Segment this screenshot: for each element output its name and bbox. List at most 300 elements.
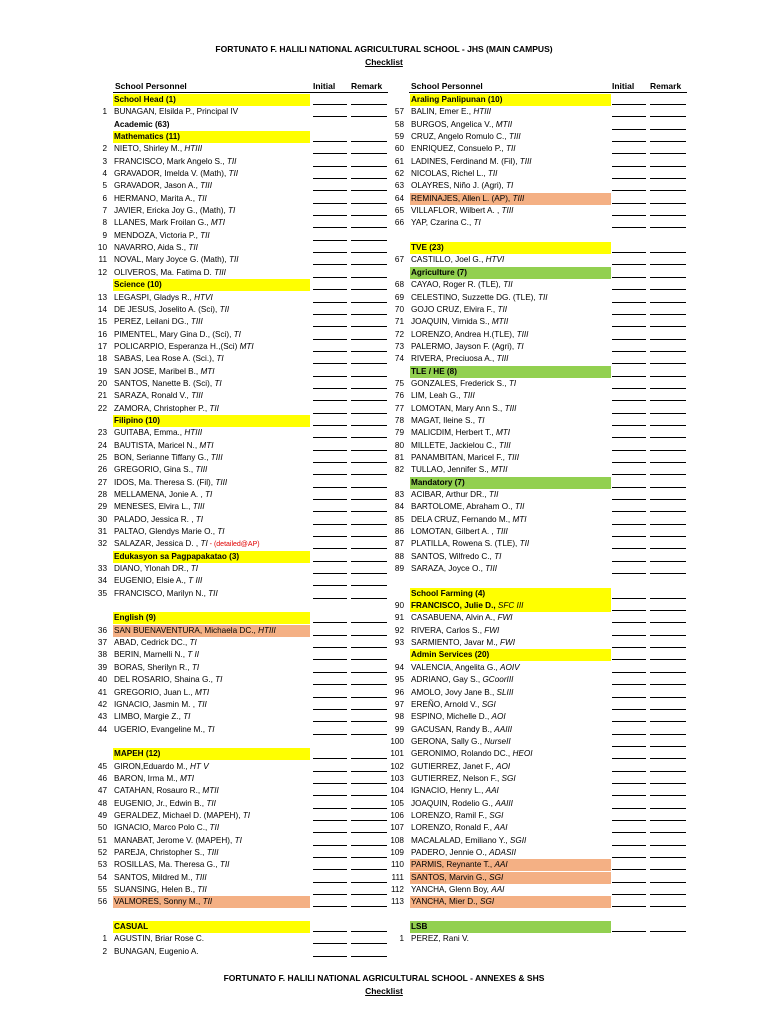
initial-line[interactable]	[313, 437, 347, 438]
initial-line[interactable]	[612, 906, 646, 907]
initial-line[interactable]	[612, 684, 646, 685]
remark-line[interactable]	[650, 697, 686, 698]
remark-line[interactable]	[650, 104, 686, 105]
initial-line[interactable]	[313, 931, 347, 932]
initial-line[interactable]	[612, 326, 646, 327]
remark-line[interactable]	[650, 450, 686, 451]
name-text: BAUTISTA, Maricel N.,	[114, 440, 200, 450]
initial-line[interactable]	[313, 277, 347, 278]
initial-line[interactable]	[612, 462, 646, 463]
initial-line[interactable]	[313, 499, 347, 500]
remark-line[interactable]	[650, 499, 686, 500]
initial-line[interactable]	[612, 524, 646, 525]
initial-line[interactable]	[313, 709, 347, 710]
personnel-name	[410, 440, 511, 452]
remark-line[interactable]	[650, 659, 686, 660]
remark-line[interactable]	[650, 351, 686, 352]
initial-line[interactable]	[313, 178, 347, 179]
remark-line[interactable]	[650, 845, 686, 846]
remark-line[interactable]	[351, 166, 387, 167]
remark-line[interactable]	[650, 203, 686, 204]
remark-line[interactable]	[650, 882, 686, 883]
initial-line[interactable]	[612, 388, 646, 389]
initial-line[interactable]	[313, 363, 347, 364]
initial-line[interactable]	[612, 845, 646, 846]
rank-text: TII	[208, 588, 218, 598]
remark-line[interactable]	[351, 697, 387, 698]
initial-line[interactable]	[313, 894, 347, 895]
initial-line[interactable]	[313, 561, 347, 562]
initial-line[interactable]	[313, 734, 347, 735]
initial-line[interactable]	[612, 302, 646, 303]
remark-line[interactable]	[650, 771, 686, 772]
remark-line[interactable]	[351, 956, 387, 957]
personnel-row	[386, 810, 688, 822]
remark-line[interactable]	[650, 129, 686, 130]
personnel-name	[113, 946, 199, 958]
remark-line[interactable]	[650, 116, 686, 117]
remark-line[interactable]	[351, 659, 387, 660]
remark-line[interactable]	[351, 141, 387, 142]
rank-text: AAI	[491, 885, 505, 894]
remark-line[interactable]	[351, 561, 387, 562]
initial-line[interactable]	[313, 116, 347, 117]
remark-line[interactable]	[650, 931, 686, 932]
initial-line[interactable]	[313, 524, 347, 525]
remark-line[interactable]	[650, 573, 686, 574]
initial-line[interactable]	[612, 808, 646, 809]
row-number: 11	[98, 255, 107, 265]
remark-line[interactable]	[650, 622, 686, 623]
remark-line[interactable]	[351, 413, 387, 414]
initial-line[interactable]	[313, 771, 347, 772]
remark-line[interactable]	[351, 869, 387, 870]
remark-line[interactable]	[351, 277, 387, 278]
remark-line[interactable]	[351, 499, 387, 500]
remark-line[interactable]	[650, 487, 686, 488]
remark-line[interactable]	[351, 351, 387, 352]
initial-line[interactable]	[313, 190, 347, 191]
initial-line[interactable]	[612, 363, 646, 364]
remark-line[interactable]	[351, 795, 387, 796]
initial-line[interactable]	[313, 832, 347, 833]
remark-line[interactable]	[351, 388, 387, 389]
initial-line[interactable]	[313, 808, 347, 809]
name-text: FRANCISCO, Julie D.,	[411, 601, 498, 611]
initial-line[interactable]	[313, 462, 347, 463]
row-number: 61	[394, 156, 404, 166]
row-number: 72	[394, 329, 404, 339]
personnel-name	[113, 785, 219, 797]
row-number: 84	[394, 502, 404, 512]
row-number: 101	[390, 749, 404, 759]
remark-line[interactable]	[650, 400, 686, 401]
remark-line[interactable]	[650, 425, 686, 426]
initial-line[interactable]	[313, 264, 347, 265]
remark-line[interactable]	[351, 857, 387, 858]
remark-line[interactable]	[650, 820, 686, 821]
remark-line[interactable]	[351, 376, 387, 377]
initial-line[interactable]	[612, 548, 646, 549]
remark-line[interactable]	[650, 289, 686, 290]
initial-line[interactable]	[612, 178, 646, 179]
initial-line[interactable]	[612, 536, 646, 537]
remark-line[interactable]	[351, 882, 387, 883]
initial-line[interactable]	[612, 882, 646, 883]
personnel-row	[89, 143, 389, 155]
initial-line[interactable]	[612, 598, 646, 599]
remark-line[interactable]	[650, 758, 686, 759]
remark-line[interactable]	[351, 622, 387, 623]
initial-line[interactable]	[313, 845, 347, 846]
initial-line[interactable]	[612, 635, 646, 636]
remark-line[interactable]	[351, 178, 387, 179]
remark-line[interactable]	[351, 363, 387, 364]
initial-line[interactable]	[313, 474, 347, 475]
personnel-name	[113, 662, 199, 674]
remark-line[interactable]	[351, 845, 387, 846]
initial-line[interactable]	[612, 400, 646, 401]
initial-line[interactable]	[612, 153, 646, 154]
remark-line[interactable]	[351, 462, 387, 463]
remark-line[interactable]	[351, 783, 387, 784]
remark-line[interactable]	[650, 524, 686, 525]
remark-line[interactable]	[650, 734, 686, 735]
initial-line[interactable]	[313, 141, 347, 142]
remark-line[interactable]	[351, 573, 387, 574]
initial-line[interactable]	[612, 203, 646, 204]
initial-line[interactable]	[313, 882, 347, 883]
remark-line[interactable]	[351, 289, 387, 290]
remark-line[interactable]	[650, 857, 686, 858]
blank-row	[386, 909, 688, 921]
remark-line[interactable]	[351, 943, 387, 944]
personnel-row	[89, 896, 389, 908]
remark-line[interactable]	[351, 684, 387, 685]
row-number: 14	[97, 304, 107, 314]
remark-line[interactable]	[351, 104, 387, 105]
remark-line[interactable]	[650, 166, 686, 167]
remark-line[interactable]	[650, 314, 686, 315]
initial-line[interactable]	[612, 129, 646, 130]
initial-line[interactable]	[612, 647, 646, 648]
initial-line[interactable]	[612, 659, 646, 660]
remark-line[interactable]	[650, 462, 686, 463]
initial-line[interactable]	[612, 425, 646, 426]
remark-line[interactable]	[650, 672, 686, 673]
remark-line[interactable]	[351, 820, 387, 821]
initial-line[interactable]	[612, 795, 646, 796]
initial-line[interactable]	[313, 153, 347, 154]
personnel-row	[89, 859, 389, 871]
initial-line[interactable]	[313, 672, 347, 673]
initial-line[interactable]	[612, 931, 646, 932]
initial-line[interactable]	[313, 622, 347, 623]
initial-line[interactable]	[612, 141, 646, 142]
initial-line[interactable]	[612, 746, 646, 747]
row-number: 95	[394, 675, 404, 685]
remark-line[interactable]	[650, 709, 686, 710]
section-header	[386, 588, 688, 600]
initial-line[interactable]	[612, 832, 646, 833]
initial-line[interactable]	[612, 104, 646, 105]
initial-line[interactable]	[612, 783, 646, 784]
initial-line[interactable]	[612, 450, 646, 451]
initial-line[interactable]	[612, 227, 646, 228]
initial-line[interactable]	[313, 289, 347, 290]
name-text: BARTOLOME, Abraham O.,	[411, 502, 515, 512]
remark-line[interactable]	[351, 190, 387, 191]
rank-text: TI	[195, 514, 204, 524]
initial-line[interactable]	[313, 721, 347, 722]
initial-line[interactable]	[612, 771, 646, 772]
remark-line[interactable]	[650, 635, 686, 636]
remark-line[interactable]	[650, 548, 686, 549]
initial-line[interactable]	[612, 511, 646, 512]
initial-line[interactable]	[313, 339, 347, 340]
remark-line[interactable]	[650, 906, 686, 907]
remark-line[interactable]	[351, 240, 387, 241]
remark-line[interactable]	[351, 758, 387, 759]
rank-text: TI	[505, 181, 514, 191]
remark-line[interactable]	[351, 487, 387, 488]
initial-line[interactable]	[313, 450, 347, 451]
initial-line[interactable]	[313, 795, 347, 796]
remark-line[interactable]	[650, 339, 686, 340]
name-text: PEREZ, Rani V.	[411, 934, 469, 944]
remark-line[interactable]	[650, 783, 686, 784]
initial-line[interactable]	[313, 536, 347, 537]
remark-line[interactable]	[351, 894, 387, 895]
initial-line[interactable]	[612, 264, 646, 265]
row-number: 107	[390, 823, 404, 833]
remark-line[interactable]	[351, 598, 387, 599]
remark-line[interactable]	[650, 684, 686, 685]
remark-line[interactable]	[650, 153, 686, 154]
initial-line[interactable]	[612, 252, 646, 253]
remark-line[interactable]	[351, 808, 387, 809]
initial-line[interactable]	[612, 894, 646, 895]
initial-line[interactable]	[313, 314, 347, 315]
remark-line[interactable]	[351, 832, 387, 833]
initial-line[interactable]	[612, 499, 646, 500]
remark-line[interactable]	[351, 906, 387, 907]
initial-line[interactable]	[313, 585, 347, 586]
remark-line[interactable]	[650, 808, 686, 809]
remark-line[interactable]	[351, 425, 387, 426]
row-number: 15	[97, 317, 107, 327]
remark-line[interactable]	[650, 746, 686, 747]
initial-line[interactable]	[612, 277, 646, 278]
personnel-row	[89, 847, 389, 859]
remark-line[interactable]	[351, 326, 387, 327]
initial-line[interactable]	[612, 820, 646, 821]
remark-line[interactable]	[650, 647, 686, 648]
rank-text: TI	[508, 378, 517, 388]
name-text: TVE (23)	[411, 243, 444, 253]
initial-line[interactable]	[313, 598, 347, 599]
initial-line[interactable]	[313, 240, 347, 241]
initial-line[interactable]	[313, 758, 347, 759]
remark-line[interactable]	[650, 376, 686, 377]
remark-line[interactable]	[650, 178, 686, 179]
remark-line[interactable]	[351, 252, 387, 253]
initial-line[interactable]	[313, 425, 347, 426]
initial-line[interactable]	[313, 487, 347, 488]
initial-line[interactable]	[313, 697, 347, 698]
remark-line[interactable]	[650, 141, 686, 142]
remark-line[interactable]	[650, 302, 686, 303]
initial-line[interactable]	[313, 104, 347, 105]
initial-line[interactable]	[612, 487, 646, 488]
initial-line[interactable]	[612, 289, 646, 290]
personnel-name	[410, 933, 469, 945]
initial-line[interactable]	[612, 314, 646, 315]
initial-line[interactable]	[612, 561, 646, 562]
remark-line[interactable]	[650, 474, 686, 475]
remark-line[interactable]	[351, 709, 387, 710]
remark-line[interactable]	[650, 215, 686, 216]
remark-line[interactable]	[650, 610, 686, 611]
remark-line[interactable]	[351, 647, 387, 648]
remark-line[interactable]	[351, 437, 387, 438]
remark-line[interactable]	[650, 227, 686, 228]
remark-line[interactable]	[650, 721, 686, 722]
personnel-name	[113, 649, 199, 661]
initial-line[interactable]	[313, 203, 347, 204]
initial-line[interactable]	[612, 339, 646, 340]
initial-line[interactable]	[313, 869, 347, 870]
initial-line[interactable]	[313, 252, 347, 253]
remark-line[interactable]	[351, 116, 387, 117]
rank-text: AOI	[491, 712, 506, 722]
remark-line[interactable]	[351, 734, 387, 735]
initial-line[interactable]	[612, 376, 646, 377]
remark-line[interactable]	[650, 252, 686, 253]
remark-line[interactable]	[650, 832, 686, 833]
remark-line[interactable]	[351, 264, 387, 265]
initial-line[interactable]	[313, 956, 347, 957]
remark-line[interactable]	[351, 339, 387, 340]
initial-line[interactable]	[313, 647, 347, 648]
initial-line[interactable]	[612, 437, 646, 438]
initial-line[interactable]	[612, 672, 646, 673]
initial-line[interactable]	[313, 376, 347, 377]
remark-line[interactable]	[650, 363, 686, 364]
remark-line[interactable]	[650, 511, 686, 512]
remark-line[interactable]	[351, 536, 387, 537]
remark-line[interactable]	[650, 598, 686, 599]
initial-line[interactable]	[313, 227, 347, 228]
remark-line[interactable]	[351, 585, 387, 586]
remark-line[interactable]	[650, 413, 686, 414]
initial-line[interactable]	[313, 573, 347, 574]
remark-line[interactable]	[351, 548, 387, 549]
remark-line[interactable]	[351, 672, 387, 673]
initial-line[interactable]	[612, 413, 646, 414]
remark-line[interactable]	[650, 869, 686, 870]
remark-line[interactable]	[351, 474, 387, 475]
initial-line[interactable]	[313, 215, 347, 216]
initial-line[interactable]	[313, 635, 347, 636]
initial-line[interactable]	[612, 166, 646, 167]
remark-line[interactable]	[351, 511, 387, 512]
initial-line[interactable]	[612, 758, 646, 759]
initial-line[interactable]	[612, 116, 646, 117]
initial-line[interactable]	[313, 659, 347, 660]
remark-line[interactable]	[650, 190, 686, 191]
initial-line[interactable]	[612, 474, 646, 475]
remark-line[interactable]	[650, 561, 686, 562]
initial-line[interactable]	[612, 734, 646, 735]
personnel-name	[113, 452, 223, 464]
initial-line[interactable]	[612, 190, 646, 191]
initial-line[interactable]	[612, 610, 646, 611]
initial-line[interactable]	[313, 326, 347, 327]
remark-line[interactable]	[351, 227, 387, 228]
remark-line[interactable]	[650, 388, 686, 389]
remark-line[interactable]	[351, 314, 387, 315]
personnel-name	[113, 427, 202, 439]
initial-line[interactable]	[612, 573, 646, 574]
remark-line[interactable]	[351, 524, 387, 525]
remark-line[interactable]	[351, 771, 387, 772]
remark-line[interactable]	[650, 536, 686, 537]
remark-line[interactable]	[351, 721, 387, 722]
remark-line[interactable]	[650, 795, 686, 796]
initial-line[interactable]	[612, 622, 646, 623]
remark-line[interactable]	[650, 277, 686, 278]
remark-line[interactable]	[650, 264, 686, 265]
initial-line[interactable]	[612, 351, 646, 352]
remark-line[interactable]	[351, 635, 387, 636]
remark-line[interactable]	[351, 400, 387, 401]
initial-line[interactable]	[313, 820, 347, 821]
remark-line[interactable]	[650, 894, 686, 895]
initial-line[interactable]	[313, 388, 347, 389]
row-number: 13	[97, 292, 107, 302]
remark-line[interactable]	[351, 153, 387, 154]
remark-line[interactable]	[351, 215, 387, 216]
initial-line[interactable]	[313, 413, 347, 414]
initial-line[interactable]	[612, 869, 646, 870]
initial-line[interactable]	[313, 400, 347, 401]
initial-line[interactable]	[612, 697, 646, 698]
remark-line[interactable]	[650, 437, 686, 438]
initial-line[interactable]	[313, 684, 347, 685]
initial-line[interactable]	[313, 857, 347, 858]
initial-line[interactable]	[313, 166, 347, 167]
section-header	[386, 921, 688, 933]
initial-line[interactable]	[313, 351, 347, 352]
remark-line[interactable]	[351, 203, 387, 204]
initial-line[interactable]	[313, 548, 347, 549]
remark-line[interactable]	[650, 326, 686, 327]
initial-line[interactable]	[612, 857, 646, 858]
initial-line[interactable]	[612, 215, 646, 216]
remark-line[interactable]	[351, 450, 387, 451]
initial-line[interactable]	[313, 943, 347, 944]
remark-line[interactable]	[351, 931, 387, 932]
personnel-row	[89, 353, 389, 365]
initial-line[interactable]	[313, 302, 347, 303]
initial-line[interactable]	[612, 721, 646, 722]
initial-line[interactable]	[313, 906, 347, 907]
initial-line[interactable]	[313, 511, 347, 512]
remark-line[interactable]	[351, 302, 387, 303]
initial-line[interactable]	[612, 709, 646, 710]
initial-line[interactable]	[313, 783, 347, 784]
